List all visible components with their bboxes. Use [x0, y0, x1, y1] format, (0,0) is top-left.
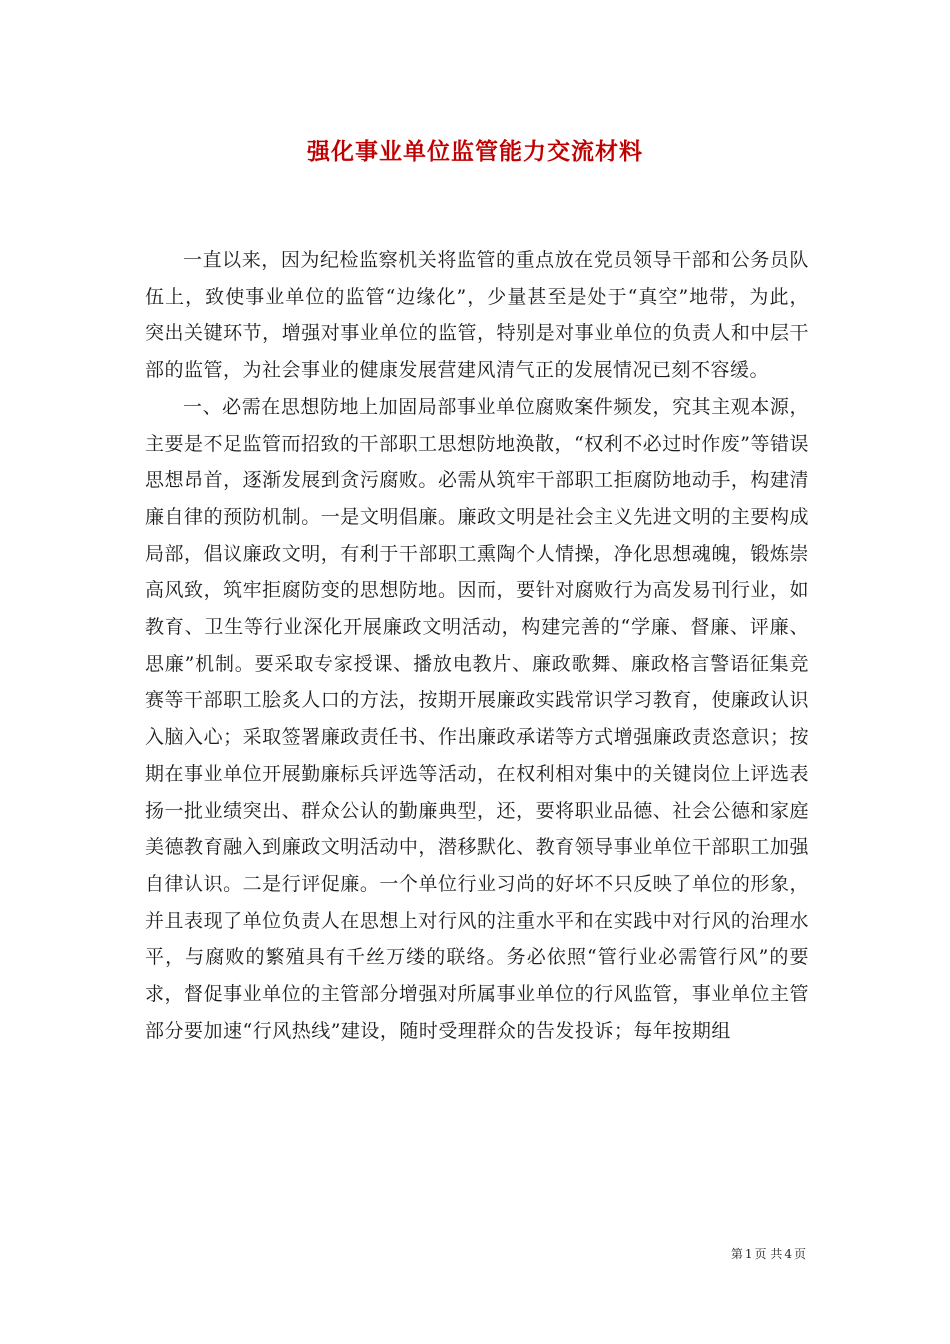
footer-current-page: 1 [744, 1247, 753, 1261]
document-title: 强化事业单位监管能力交流材料 [307, 138, 643, 165]
paragraph-intro: 一直以来，因为纪检监察机关将监管的重点放在党员领导干部和公务员队伍上，致使事业单位的监管“边缘化”，少量甚至是处于“真空”地带，为此，突出关键环节，增强对事业单位的监管，特别是对事业单位的负责人和中层干部的监管，为社会事业的健康发展营建风清气正的发展情况已刻不容缓。 [145, 249, 809, 382]
document-body [145, 242, 809, 1049]
footer-middle: 页 共 [754, 1247, 783, 1261]
footer-prefix: 第 [730, 1247, 743, 1261]
footer-total-pages: 4 [784, 1247, 792, 1261]
page-number-footer [0, 1245, 807, 1262]
footer-suffix: 页 [793, 1247, 806, 1261]
paragraph-section-one: 一、必需在思想防地上加固局部事业单位腐败案件频发，究其主观本源，主要是不足监管而招致的干部职工思想防地涣散，“权利不必过时作废”等错误思想昂首，逐渐发展到贪污腐败。必需从筑牢干部职工拒腐防地动手，构建清廉自律的预防机制。一是文明倡廉。廉政文明是社会主义先进文明的主要构成局部，倡议廉政文明，有利于干部职工熏陶个人情操，净化思想魂魄，锻炼崇高风致，筑牢拒腐防变的思想防地。因而，要针对腐败行为高发易刊行业，如教育、卫生等行业深化开展廉政文明活动，构建完善的“学廉、督廉、评廉、思廉”机制。要采取专家授课、播放电教片、廉政歌舞、廉政格言警语征集竞赛等干部职工脍炙人口的方法，按期开展廉政实践常识学习教育，使廉政认识入脑入心；采取签署廉政责任书、作出廉政承诺等方式增强廉政责恣意识；按期在事业单位开展勤廉标兵评选等活动，在权利相对集中的关键岗位上评选表扬一批业绩突出、群众公认的勤廉典型，还，要将职业品德、社会公德和家庭美德教育融入到廉政文明活动中，潜移默化、教育领导事业单位干部职工加强自律认识。二是行评促廉。一个单位行业习尚的好坏不只反映了单位的形象，并且表现了单位负责人在思想上对行风的注重水平和在实践中对行风的治理水平，与腐败的繁殖具有千丝万缕的联络。务必依照“管行业必需管行风”的要求，督促事业单位的主管部分增强对所属事业单位的行风监管，事业单位主管部分要加速“行风热线”建设，随时受理群众的告发投诉；每年按期组 [145, 395, 809, 1042]
